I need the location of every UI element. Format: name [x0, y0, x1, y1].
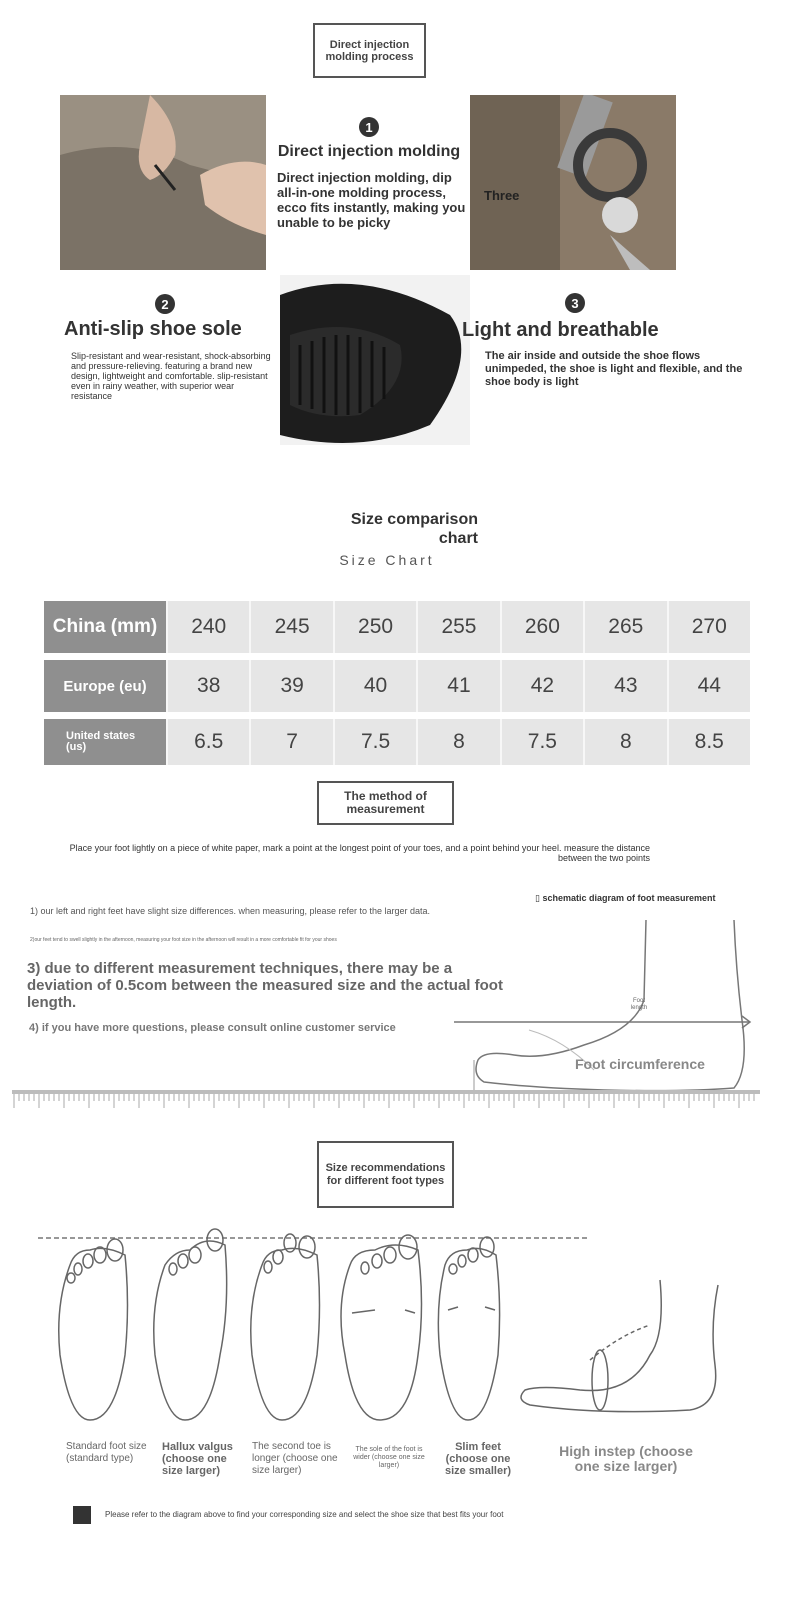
measurement-note-2: 2)our feet tend to swell slightly in the afternoon, measuring your foot size in the afternoon will result in a more comfortable fit for your shoes: [30, 937, 337, 943]
size-cell: 41: [416, 660, 499, 712]
size-cell: 40: [333, 660, 416, 712]
size-cell: 42: [500, 660, 583, 712]
size-chart-subtitle: Size Chart: [339, 552, 435, 568]
foot-types-diagram: [30, 1225, 730, 1435]
foot-types-title-box: [317, 1141, 454, 1208]
foot-type-label-standard: Standard foot size (standard type): [66, 1441, 147, 1464]
foot-type-label-second-toe: The second toe is longer (choose one size larger): [252, 1441, 338, 1476]
foot-length-label: Foot length: [630, 998, 648, 1011]
feature2-number: 2: [155, 294, 175, 314]
process-title: Direct injection molding process: [325, 38, 414, 63]
size-cell: 270: [667, 601, 750, 653]
size-cell: 245: [249, 601, 332, 653]
feature3-title: Light and breathable: [462, 319, 659, 341]
measurement-instruction: Place your foot lightly on a piece of white paper, mark a point at the longest point of your toes, and a point behind your heel. measure the distance between the two points: [69, 843, 650, 863]
measurement-note-1: 1) our left and right feet have slight size differences. when measuring, please refer to the larger data.: [30, 906, 431, 916]
leather-cutting-photo: [60, 95, 266, 270]
size-row-label: China (mm): [44, 601, 166, 653]
footer-square-icon: [73, 1506, 91, 1524]
measurement-title: The method of measurement: [344, 789, 427, 816]
measurement-note-4: 4) if you have more questions, please consult online customer service: [29, 1022, 396, 1034]
ruler: [12, 1090, 782, 1112]
size-row-label: United states (us): [44, 719, 166, 765]
feature3-number: 3: [565, 293, 585, 313]
size-cell: 260: [500, 601, 583, 653]
diagram-title: ▯ schematic diagram of foot measurement: [535, 893, 716, 903]
size-cell: 255: [416, 601, 499, 653]
measurement-title-box: [317, 781, 454, 825]
caliper-photo: [470, 95, 676, 270]
size-cell: 7.5: [500, 719, 583, 765]
foot-type-label-wider-sole: The sole of the foot is wider (choose one size larger): [353, 1446, 425, 1469]
size-row-us: [44, 719, 750, 765]
size-row-europe: [44, 660, 750, 712]
size-cell: 6.5: [166, 719, 249, 765]
feature2-desc: Slip-resistant and wear-resistant, shock-absorbing and pressure-relieving. featuring a brand new design, lightweight and comfortable. slip-resistant even in rainy weather, with superior wear resistance: [71, 351, 271, 401]
size-cell: 39: [249, 660, 332, 712]
size-cell: 250: [333, 601, 416, 653]
size-cell: 265: [583, 601, 666, 653]
measurement-note-3: 3) due to different measurement techniques, there may be a deviation of 0.5com between the measured size and the actual foot length.: [27, 960, 503, 1011]
size-cell: 38: [166, 660, 249, 712]
foot-types-title: Size recommendations for different foot types: [325, 1161, 446, 1187]
feature1-number: 1: [359, 117, 379, 137]
size-row-label: Europe (eu): [44, 660, 166, 712]
size-cell: 8: [583, 719, 666, 765]
size-cell: 8: [416, 719, 499, 765]
size-cell: 240: [166, 601, 249, 653]
photo-overlay-label: Three: [484, 188, 520, 203]
process-title-box: [313, 23, 426, 78]
feature1-title: Direct injection molding: [277, 143, 461, 160]
foot-circumference-label: Foot circumference: [575, 1056, 705, 1072]
size-cell: 7: [249, 719, 332, 765]
feature2-title: Anti-slip shoe sole: [64, 318, 242, 340]
foot-type-label-hallux: Hallux valgus (choose one size larger): [162, 1441, 233, 1477]
foot-types-footer-note: Please refer to the diagram above to find your corresponding size and select the shoe size that best fits your foot: [105, 1510, 504, 1519]
size-chart-title: Size comparison chart: [350, 511, 478, 547]
foot-type-label-slim: Slim feet (choose one size smaller): [444, 1441, 512, 1477]
size-cell: 44: [667, 660, 750, 712]
size-cell: 7.5: [333, 719, 416, 765]
size-row-china: [44, 601, 750, 653]
size-cell: 8.5: [667, 719, 750, 765]
foot-type-label-high-instep: High instep (choose one size larger): [559, 1443, 693, 1474]
shoe-sole-photo: [280, 275, 470, 445]
size-cell: 43: [583, 660, 666, 712]
feature3-desc: The air inside and outside the shoe flows unimpeded, the shoe is light and flexible, and the shoe body is light: [485, 350, 743, 388]
feature1-desc: Direct injection molding, dip all-in-one molding process, ecco fits instantly, making you unable to be picky: [277, 170, 466, 230]
